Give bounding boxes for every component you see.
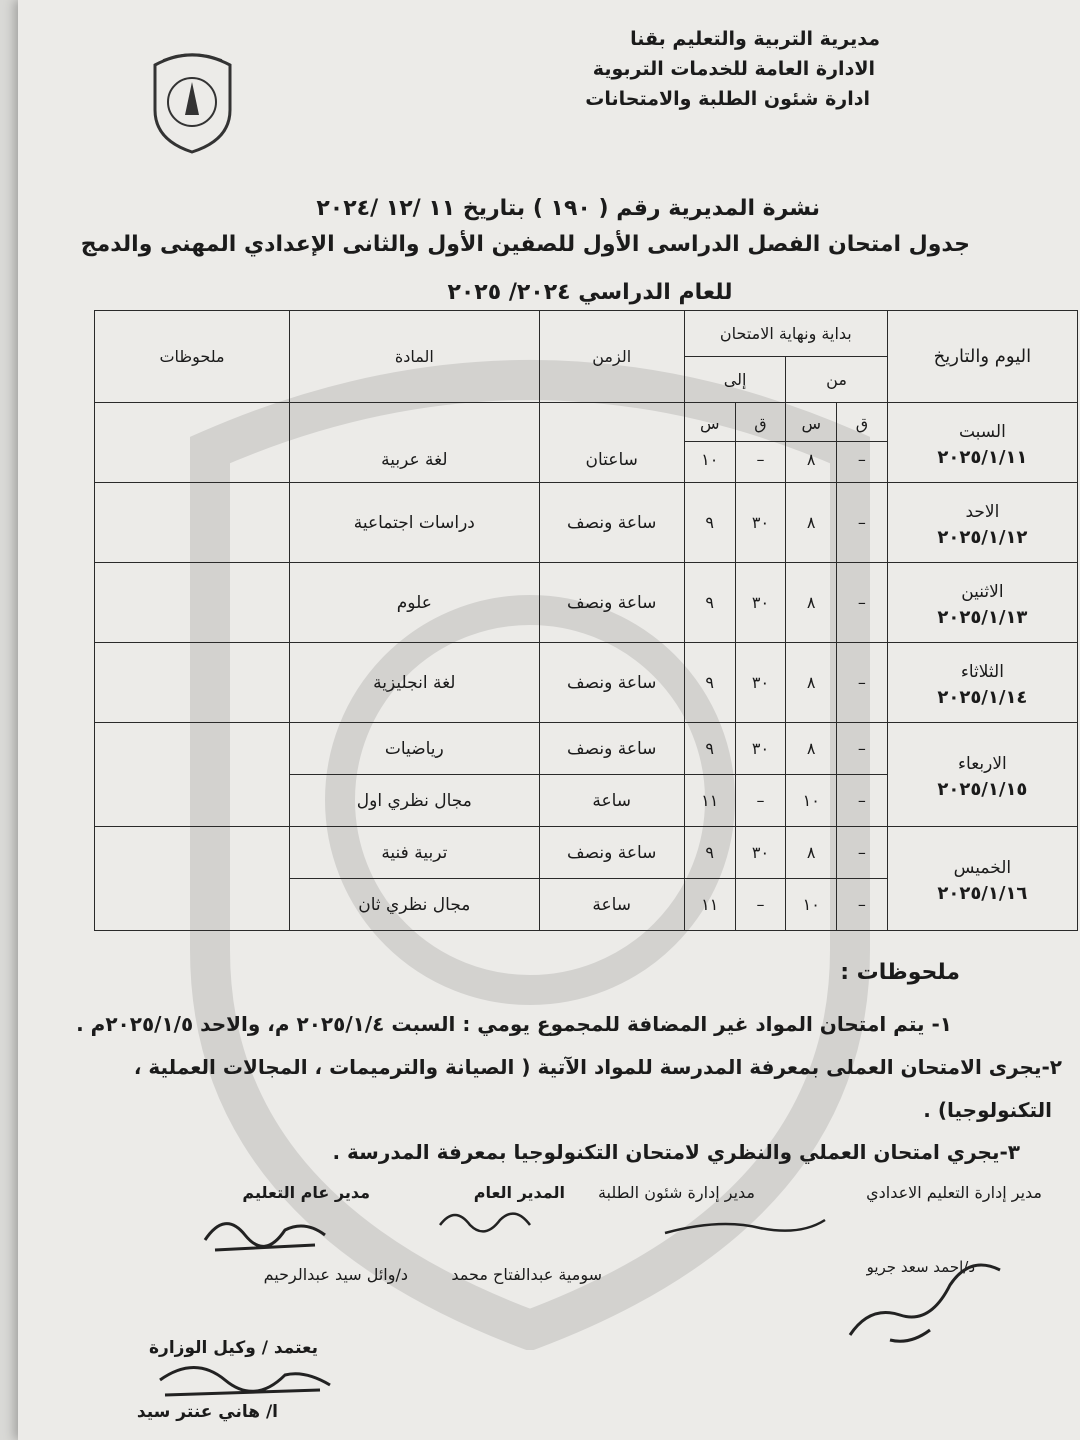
subject-cell: رياضيات [290, 723, 540, 775]
from-minutes-value: – [857, 450, 866, 469]
subject-cell: لغة عربية [290, 403, 540, 483]
general-director-name: سومية عبدالفتاح محمد [451, 1265, 602, 1284]
notes-cell [95, 563, 290, 643]
to-minutes-value: – [756, 790, 765, 810]
exam-date: ٢٠٢٥/١/١٥ [937, 779, 1028, 800]
general-director-title: المدير العام [473, 1183, 565, 1202]
to-minutes-value: ٣٠ [751, 512, 770, 532]
day-name: الاحد [965, 502, 1000, 522]
header-line-2: الادارة العامة للخدمات التربوية [592, 58, 875, 80]
to-minutes-value: – [756, 894, 765, 914]
table-row [95, 723, 1078, 775]
prep-director-title: مدير إدارة التعليم الاعدادي [866, 1183, 1042, 1202]
note-2: ٢-يجرى الامتحان العملى بمعرفة المدرسة للمواد الآتية ( الصيانة والترميمات ، المجالات العملية ، [133, 1055, 1062, 1079]
duration-cell: ساعة ونصف [539, 563, 684, 643]
from-hours-value: ٨ [806, 738, 816, 758]
unit-label: ق [837, 407, 887, 442]
note-1: ١- يتم امتحان المواد غير المضافة للمجموع يومي : السبت ٢٠٢٥/١/٤ م، والاحد ٢٠٢٥/١/٥م . [76, 1012, 952, 1036]
to-minutes-value: ٣٠ [751, 842, 770, 862]
header-line-3: ادارة شئون الطلبة والامتحانات [585, 88, 870, 110]
from-minutes-cell [837, 483, 888, 563]
from-hours-cell [786, 827, 837, 879]
to-minutes-cell [735, 483, 786, 563]
from-minutes-cell [837, 827, 888, 879]
header-exam-range: بداية ونهاية الامتحان [684, 311, 887, 357]
signature-undersecretary [155, 1350, 335, 1405]
unit-label: ق [736, 407, 786, 442]
to-hours-value: ٩ [705, 842, 715, 862]
subject-cell: علوم [290, 563, 540, 643]
note-3: ٣-يجري امتحان العملي والنظري لامتحان التكنولوجيا بمعرفة المدرسة . [332, 1140, 1020, 1164]
from-minutes-cell [837, 879, 888, 931]
duration-cell: ساعة ونصف [539, 723, 684, 775]
day-date-cell [887, 723, 1077, 827]
to-hours-value: ١١ [701, 790, 719, 810]
duration-cell: ساعة [539, 879, 684, 931]
from-hours-value: ٨ [806, 450, 816, 469]
from-hours-value: ٨ [806, 512, 816, 532]
to-hours-value: ١١ [701, 894, 719, 914]
unit-label: س [685, 407, 735, 442]
education-director-title: مدير عام التعليم [242, 1183, 370, 1202]
header-line-1: مديرية التربية والتعليم بقنا [630, 28, 880, 50]
to-hours-value: ٩ [705, 592, 715, 612]
from-hours-value: ٨ [806, 842, 816, 862]
to-minutes-cell [735, 643, 786, 723]
prep-director-name: د/احمد سعد جريو [866, 1258, 975, 1276]
from-minutes-cell [837, 563, 888, 643]
day-date-cell [887, 827, 1077, 931]
subject-cell: لغة انجليزية [290, 643, 540, 723]
table-row [95, 483, 1078, 563]
to-minutes-cell [735, 563, 786, 643]
exam-date: ٢٠٢٥/١/١٣ [937, 607, 1028, 628]
to-minutes-value: ٣٠ [751, 672, 770, 692]
note-2-continued: التكنولوجيا) . [923, 1098, 1052, 1122]
from-hours-value: ١٠ [802, 894, 820, 914]
duration-cell: ساعة ونصف [539, 483, 684, 563]
subject-cell: تربية فنية [290, 827, 540, 879]
from-hours-value: ٨ [806, 592, 816, 612]
header-subject: المادة [290, 311, 540, 403]
from-minutes-value: – [857, 842, 866, 862]
from-minutes-value: – [857, 738, 866, 758]
notes-cell [95, 483, 290, 563]
exam-date: ٢٠٢٥/١/١١ [937, 447, 1028, 468]
from-hours-cell [786, 775, 837, 827]
approval-title: يعتمد / وكيل الوزارة [149, 1338, 318, 1358]
duration-cell: ساعتان [539, 403, 684, 483]
from-hours-value: ٨ [806, 672, 816, 692]
signature-general-director [430, 1195, 540, 1250]
table-row [95, 403, 1078, 483]
day-date-cell [887, 563, 1077, 643]
signature-education-director [195, 1200, 335, 1260]
to-hours-cell [684, 879, 735, 931]
signature-affairs-director [660, 1198, 830, 1248]
from-minutes-cell [837, 723, 888, 775]
header-to: إلى [684, 357, 785, 403]
to-minutes-cell [735, 775, 786, 827]
to-minutes-cell [735, 723, 786, 775]
education-director-name: د/وائل سيد عبدالرحيم [263, 1265, 408, 1284]
unit-label: س [786, 407, 836, 442]
header-duration: الزمن [539, 311, 684, 403]
to-hours-cell [684, 775, 735, 827]
table-row [95, 827, 1078, 879]
bulletin-title: نشرة المديرية رقم ( ١٩٠ ) بتاريخ ١١ /١٢ /٢٠٢٤ [316, 196, 820, 221]
header-day-date: اليوم والتاريخ [887, 311, 1077, 403]
to-hours-cell [684, 643, 735, 723]
to-minutes-cell [735, 403, 786, 483]
duration-cell: ساعة ونصف [539, 643, 684, 723]
day-date-cell [887, 403, 1077, 483]
exam-date: ٢٠٢٥/١/١٦ [937, 883, 1028, 904]
to-hours-value: ١٠ [701, 450, 719, 469]
from-minutes-value: – [857, 512, 866, 532]
day-name: الثلاثاء [960, 662, 1004, 682]
to-hours-value: ٩ [705, 738, 715, 758]
subject-cell: مجال نظري ثان [290, 879, 540, 931]
header-from: من [786, 357, 887, 403]
from-minutes-value: – [857, 894, 866, 914]
notes-title: ملحوظات : [840, 960, 960, 985]
day-date-cell [887, 643, 1077, 723]
to-minutes-value: – [756, 450, 765, 469]
to-hours-cell [684, 483, 735, 563]
schedule-title: جدول امتحان الفصل الدراسى الأول للصفين الأول والثانى الإعدادي المهنى والدمج [80, 232, 970, 257]
exam-schedule-table [94, 310, 1078, 931]
from-hours-value: ١٠ [802, 790, 820, 810]
to-hours-cell [684, 403, 735, 483]
from-hours-cell [786, 723, 837, 775]
to-hours-value: ٩ [705, 672, 715, 692]
duration-cell: ساعة [539, 775, 684, 827]
signature-prep-director [830, 1245, 1010, 1355]
approval-name: ا/ هاني عنتر سيد [136, 1402, 278, 1422]
from-minutes-cell [837, 643, 888, 723]
from-hours-cell [786, 879, 837, 931]
to-hours-cell [684, 723, 735, 775]
affairs-director-title: مدير إدارة شئون الطلبة [597, 1183, 755, 1202]
from-hours-cell [786, 563, 837, 643]
duration-cell: ساعة ونصف [539, 827, 684, 879]
day-name: السبت [958, 422, 1006, 442]
from-hours-cell [786, 483, 837, 563]
day-name: الخميس [953, 858, 1012, 878]
subject-cell: مجال نظري اول [290, 775, 540, 827]
to-minutes-value: ٣٠ [751, 592, 770, 612]
subject-cell: دراسات اجتماعية [290, 483, 540, 563]
to-minutes-cell [735, 827, 786, 879]
exam-date: ٢٠٢٥/١/١٤ [937, 687, 1028, 708]
from-minutes-value: – [857, 790, 866, 810]
notes-cell [95, 403, 290, 483]
notes-cell [95, 827, 290, 931]
academic-year: للعام الدراسي ٢٠٢٤/ ٢٠٢٥ [447, 280, 733, 305]
table-row [95, 563, 1078, 643]
to-hours-cell [684, 563, 735, 643]
to-minutes-cell [735, 879, 786, 931]
to-hours-cell [684, 827, 735, 879]
to-minutes-value: ٣٠ [751, 738, 770, 758]
day-name: الاربعاء [958, 754, 1007, 774]
ministry-logo [145, 40, 240, 155]
to-hours-value: ٩ [705, 512, 715, 532]
day-name: الاثنين [961, 582, 1004, 602]
from-minutes-cell [837, 403, 888, 483]
from-minutes-cell [837, 775, 888, 827]
day-date-cell [887, 483, 1077, 563]
table-row [95, 643, 1078, 723]
exam-date: ٢٠٢٥/١/١٢ [937, 527, 1028, 548]
from-minutes-value: – [857, 672, 866, 692]
notes-cell [95, 723, 290, 827]
from-hours-cell [786, 403, 837, 483]
from-minutes-value: – [857, 592, 866, 612]
notes-cell [95, 643, 290, 723]
from-hours-cell [786, 643, 837, 723]
header-notes: ملحوظات [95, 311, 290, 403]
